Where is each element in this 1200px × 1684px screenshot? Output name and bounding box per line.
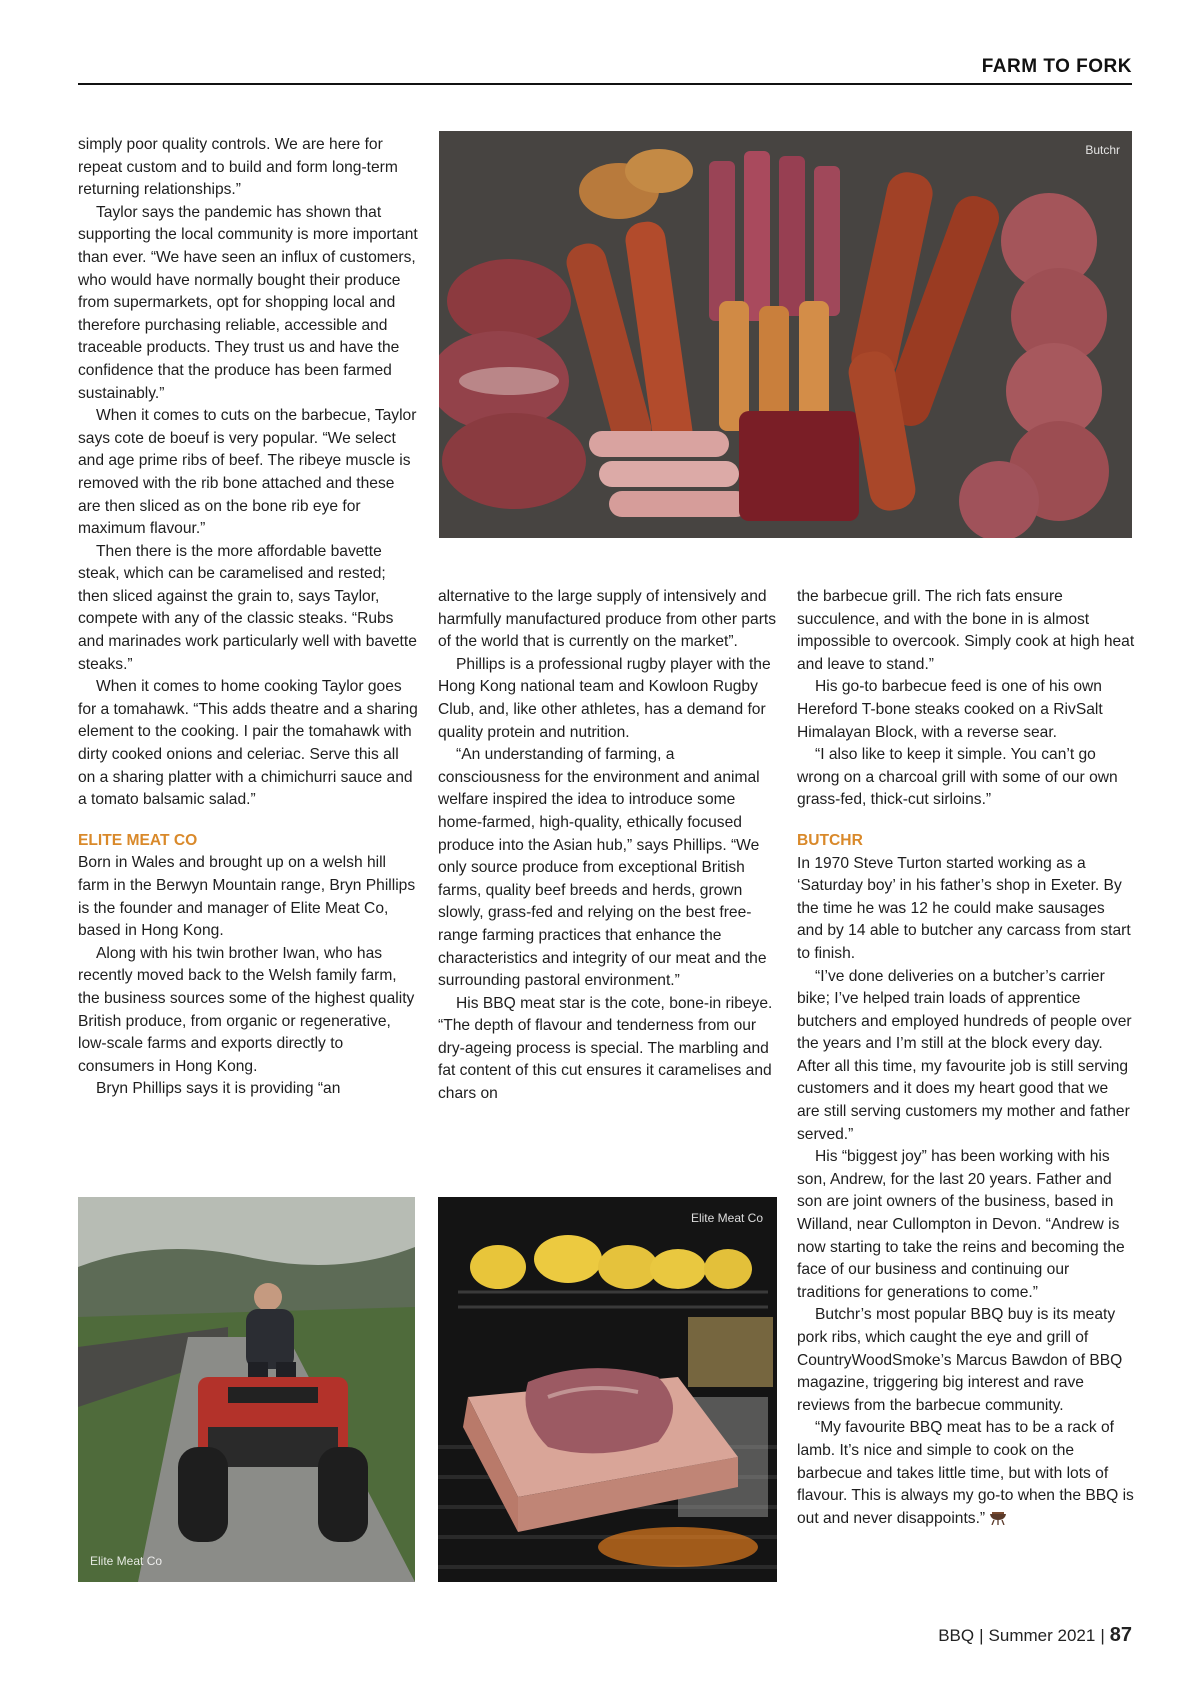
final-paragraph-text: “My favourite BBQ meat has to be a rack of lamb. It’s nice and simple to cook on the barbecue and takes little time, but with lots of flavour. This is always my go-to when the BBQ is out and never disappoints.” <box>797 1419 1134 1527</box>
paragraph: His “biggest joy” has been working with his son, Andrew, for the last 20 years. Father and son are joint owners of the business, based in Willand, near Cullompton in Devon. “Andrew is now starting to take the reins and becoming the face of our business and continuing our traditions for generations to come.” <box>797 1148 1125 1301</box>
photo-grill-steak <box>438 1197 777 1582</box>
page-number: 87 <box>1109 1624 1132 1646</box>
paragraph: Along with his twin brother Iwan, who has recently moved back to the Welsh family farm, the business sources some of the highest quality British produce, from organic or regenerative, low-scale farms and exports directly to consumers in Hong Kong. <box>78 944 415 1075</box>
paragraph: In 1970 Steve Turton started working as a ‘Saturday boy’ in his father’s shop in Exeter. By the time he was 12 he could make sausages and by 14 able to butcher any carcass from start to finish. <box>797 854 1131 962</box>
header-rule <box>78 83 1132 85</box>
article-column-3 <box>797 586 1135 1530</box>
subheading-elite-meat-co: ELITE MEAT CO <box>78 831 198 849</box>
footer-separator: | <box>1100 1626 1105 1645</box>
paragraph: When it comes to home cooking Taylor goes for a tomahawk. “This adds theatre and a sharing element to the cooking. I pair the tomahawk with dirty cooked onions and celeriac. Serve this all on a sharing platter with a chimichurri sauce and a tomato balsamic salad.” <box>78 678 418 809</box>
article-column-1 <box>78 134 418 1101</box>
photo-credit: Elite Meat Co <box>690 1211 763 1225</box>
photo-credit: Butchr <box>1085 143 1120 157</box>
paragraph: “I’ve done deliveries on a butcher’s carrier bike; I’ve helped train loads of apprentice butchers and employed hundreds of people over the years and I’m still at the block every day. After all this time, my favourite job is still serving customers and it does my heart good that we are still serving customers my mother and father served.” <box>797 967 1132 1143</box>
paragraph: Bryn Phillips says it is providing “an <box>96 1080 341 1098</box>
photo-quad-bike <box>78 1197 415 1582</box>
paragraph: His go-to barbecue feed is one of his own Hereford T-bone steaks cooked on a RivSalt Himalayan Block, with a reverse sear. <box>797 678 1103 741</box>
paragraph: Then there is the more affordable bavette steak, which can be caramelised and rested; then sliced against the grain to, says Taylor, compete with any of the classic steaks. “Rubs and marinades work particularly well with bavette steaks.” <box>78 542 417 673</box>
paragraph: “An understanding of farming, a consciousness for the environment and animal welfare inspired the idea to introduce some home-farmed, high-quality, ethically focused produce into the Asian hub,” says Phillips. “We only source produce from exceptional British farms, quality beef breeds and herds, grown slowly, grass-fed and relying on the best free-range farming practices that enhance the characteristics and integrity of our meat and the surrounding pastoral environment.” <box>438 746 767 990</box>
paragraph: simply poor quality controls. We are here for repeat custom and to build and form long-term returning relationships.” <box>78 136 398 199</box>
paragraph: Phillips is a professional rugby player with the Hong Kong national team and Kowloon Rugby Club, and, like other athletes, has a demand for quality protein and nutrition. <box>438 655 771 741</box>
issue-label: Summer 2021 <box>988 1626 1096 1645</box>
subheading-butchr: BUTCHR <box>797 831 863 849</box>
paragraph: “I also like to keep it simple. You can’t go wrong on a charcoal grill with some of our own grass-fed, thick-cut sirloins.” <box>797 746 1118 809</box>
magazine-name: BBQ <box>938 1626 975 1645</box>
section-title: FARM TO FORK <box>981 56 1132 77</box>
paragraph: alternative to the large supply of intensively and harmfully manufactured produce from other parts of the world that is currently on the market”. <box>438 588 777 651</box>
paragraph: Taylor says the pandemic has shown that supporting the local community is more important than ever. “We have seen an influx of customers, who would have normally bought their produce from supermarkets, opt for shopping local and therefore purchasing reliable, accessible and traceable products. They trust us and have the confidence that the produce has been farmed sustainably.” <box>78 203 418 402</box>
bbq-grill-icon <box>989 1511 1007 1525</box>
paragraph: His BBQ meat star is the cote, bone-in ribeye. “The depth of flavour and tenderness from our dry-ageing process is special. The marbling and fat content of this cut ensures it caramelises and chars on <box>438 994 773 1103</box>
photo-credit: Elite Meat Co <box>90 1554 163 1568</box>
paragraph: When it comes to cuts on the barbecue, Taylor says cote de boeuf is very popular. “We select and age prime ribs of beef. The ribeye muscle is removed with the rib bone attached and these are then sliced as on the bone rib eye for maximum flavour.” <box>78 407 417 538</box>
footer-separator: | <box>979 1626 984 1645</box>
page-footer <box>938 1624 1132 1647</box>
article-column-2 <box>438 586 778 1106</box>
paragraph: Butchr’s most popular BBQ buy is its meaty pork ribs, which caught the eye and grill of CountryWoodSmoke’s Marcus Bawdon of BBQ magazine, triggering big interest and rave reviews from the barbecue community. <box>797 1306 1123 1414</box>
paragraph: Born in Wales and brought up on a welsh hill farm in the Berwyn Mountain range, Bryn Phillips is the founder and manager of Elite Meat Co, based in Hong Kong. <box>78 854 416 940</box>
paragraph: the barbecue grill. The rich fats ensure succulence, and with the bone in is almost impossible to overcook. Simply cook at high heat and leave to stand.” <box>797 588 1135 673</box>
paragraph-final <box>797 1417 1135 1530</box>
photo-meat-platter <box>439 131 1132 538</box>
